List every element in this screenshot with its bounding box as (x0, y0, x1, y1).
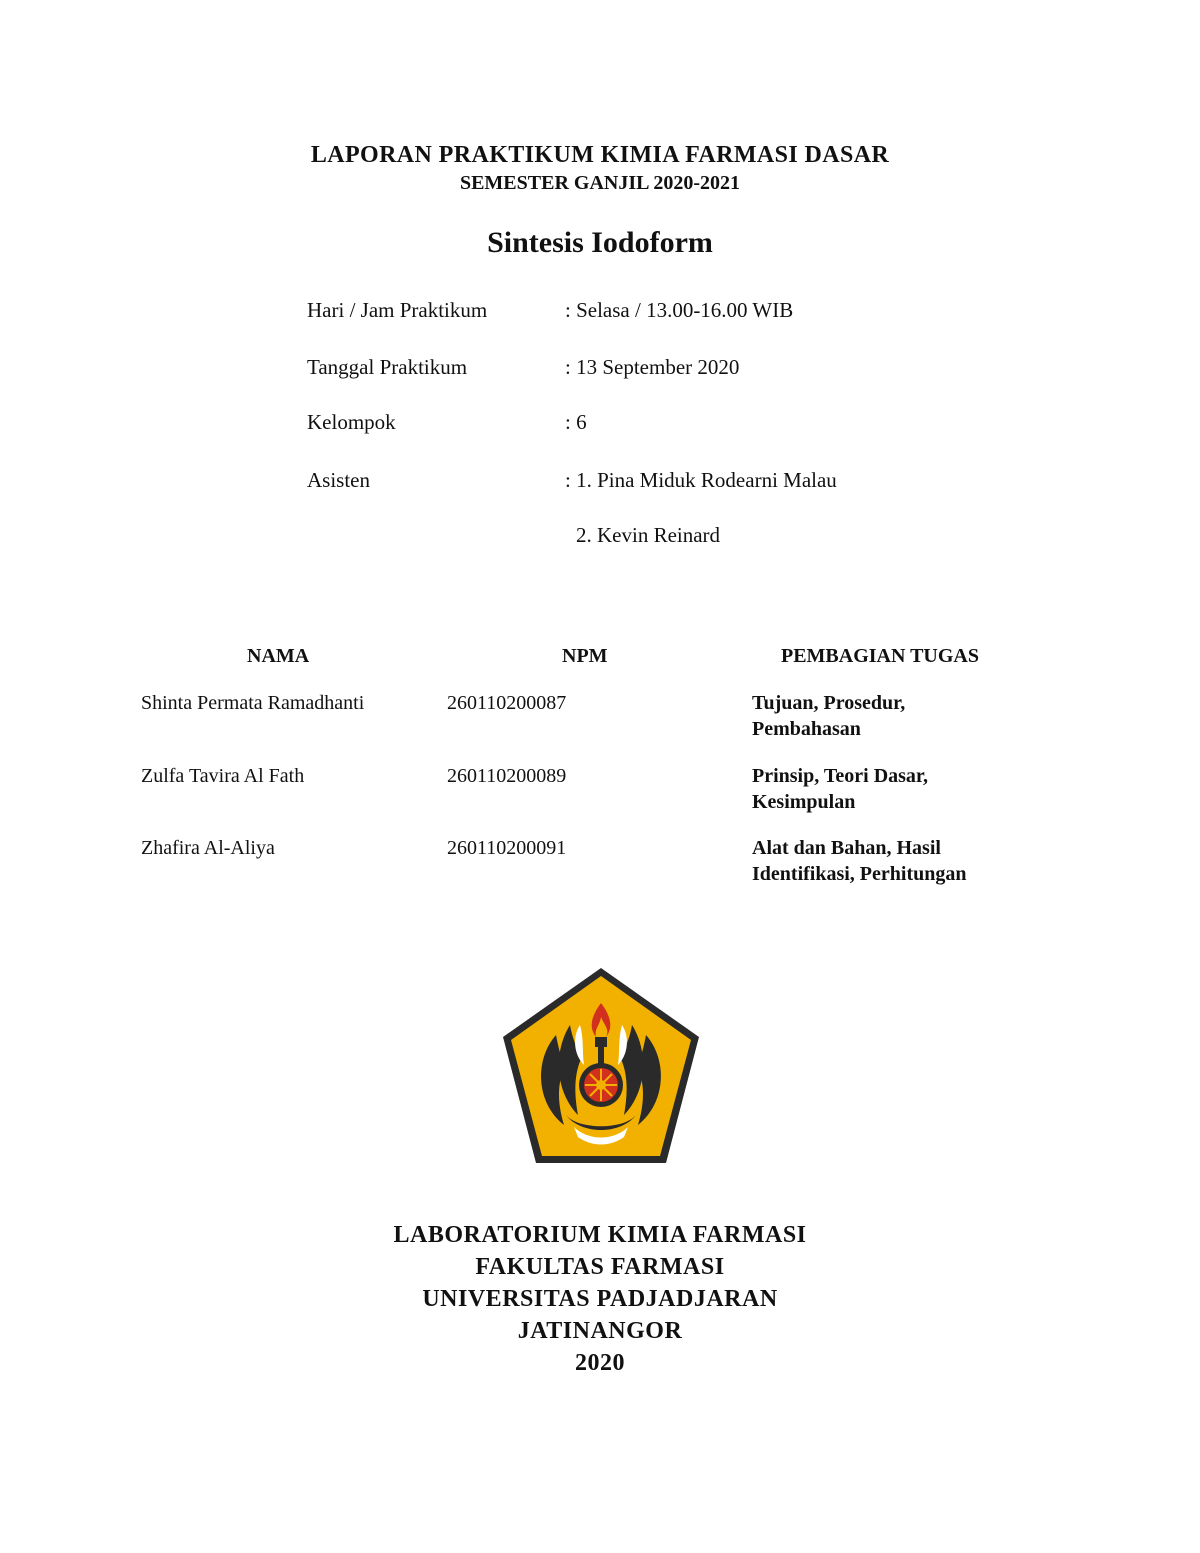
member-npm: 260110200091 (447, 837, 567, 859)
member-name: Zhafira Al-Aliya (141, 837, 275, 859)
member-npm: 260110200089 (447, 765, 567, 787)
footer-faculty: FAKULTAS FARMASI (475, 1254, 725, 1280)
topic-title: Sintesis Iodoform (487, 226, 713, 259)
footer-laboratory: LABORATORIUM KIMIA FARMASI (393, 1222, 807, 1248)
group-value: : 6 (565, 410, 587, 434)
member-name: Zulfa Tavira Al Fath (141, 765, 305, 787)
column-header-task: PEMBAGIAN TUGAS (781, 645, 979, 667)
assistant-1: : 1. Pina Miduk Rodearni Malau (565, 468, 837, 492)
footer-university: UNIVERSITAS PADJADJARAN (422, 1286, 778, 1312)
university-emblem-icon (496, 965, 706, 1173)
footer-year: 2020 (575, 1350, 625, 1376)
assistant-2: 2. Kevin Reinard (576, 523, 721, 547)
group-label: Kelompok (307, 410, 396, 434)
member-task-line1: Alat dan Bahan, Hasil (752, 837, 941, 859)
member-task-line1: Tujuan, Prosedur, (752, 692, 906, 714)
member-task-line2: Identifikasi, Perhitungan (752, 863, 967, 885)
member-npm: 260110200087 (447, 692, 567, 714)
column-header-npm: NPM (562, 645, 608, 667)
member-task-line2: Pembahasan (752, 718, 861, 740)
date-value: : 13 September 2020 (565, 355, 740, 379)
day-time-label: Hari / Jam Praktikum (307, 298, 488, 322)
assistant-label: Asisten (307, 468, 370, 492)
date-label: Tanggal Praktikum (307, 355, 468, 379)
report-title: LAPORAN PRAKTIKUM KIMIA FARMASI DASAR (310, 142, 890, 168)
column-header-name: NAMA (247, 645, 310, 667)
member-task-line1: Prinsip, Teori Dasar, (752, 765, 928, 787)
day-time-value: : Selasa / 13.00-16.00 WIB (565, 298, 794, 322)
footer-city: JATINANGOR (517, 1318, 683, 1344)
member-task-line2: Kesimpulan (752, 791, 856, 813)
member-name: Shinta Permata Ramadhanti (141, 692, 365, 714)
semester-subtitle: SEMESTER GANJIL 2020-2021 (459, 172, 741, 194)
